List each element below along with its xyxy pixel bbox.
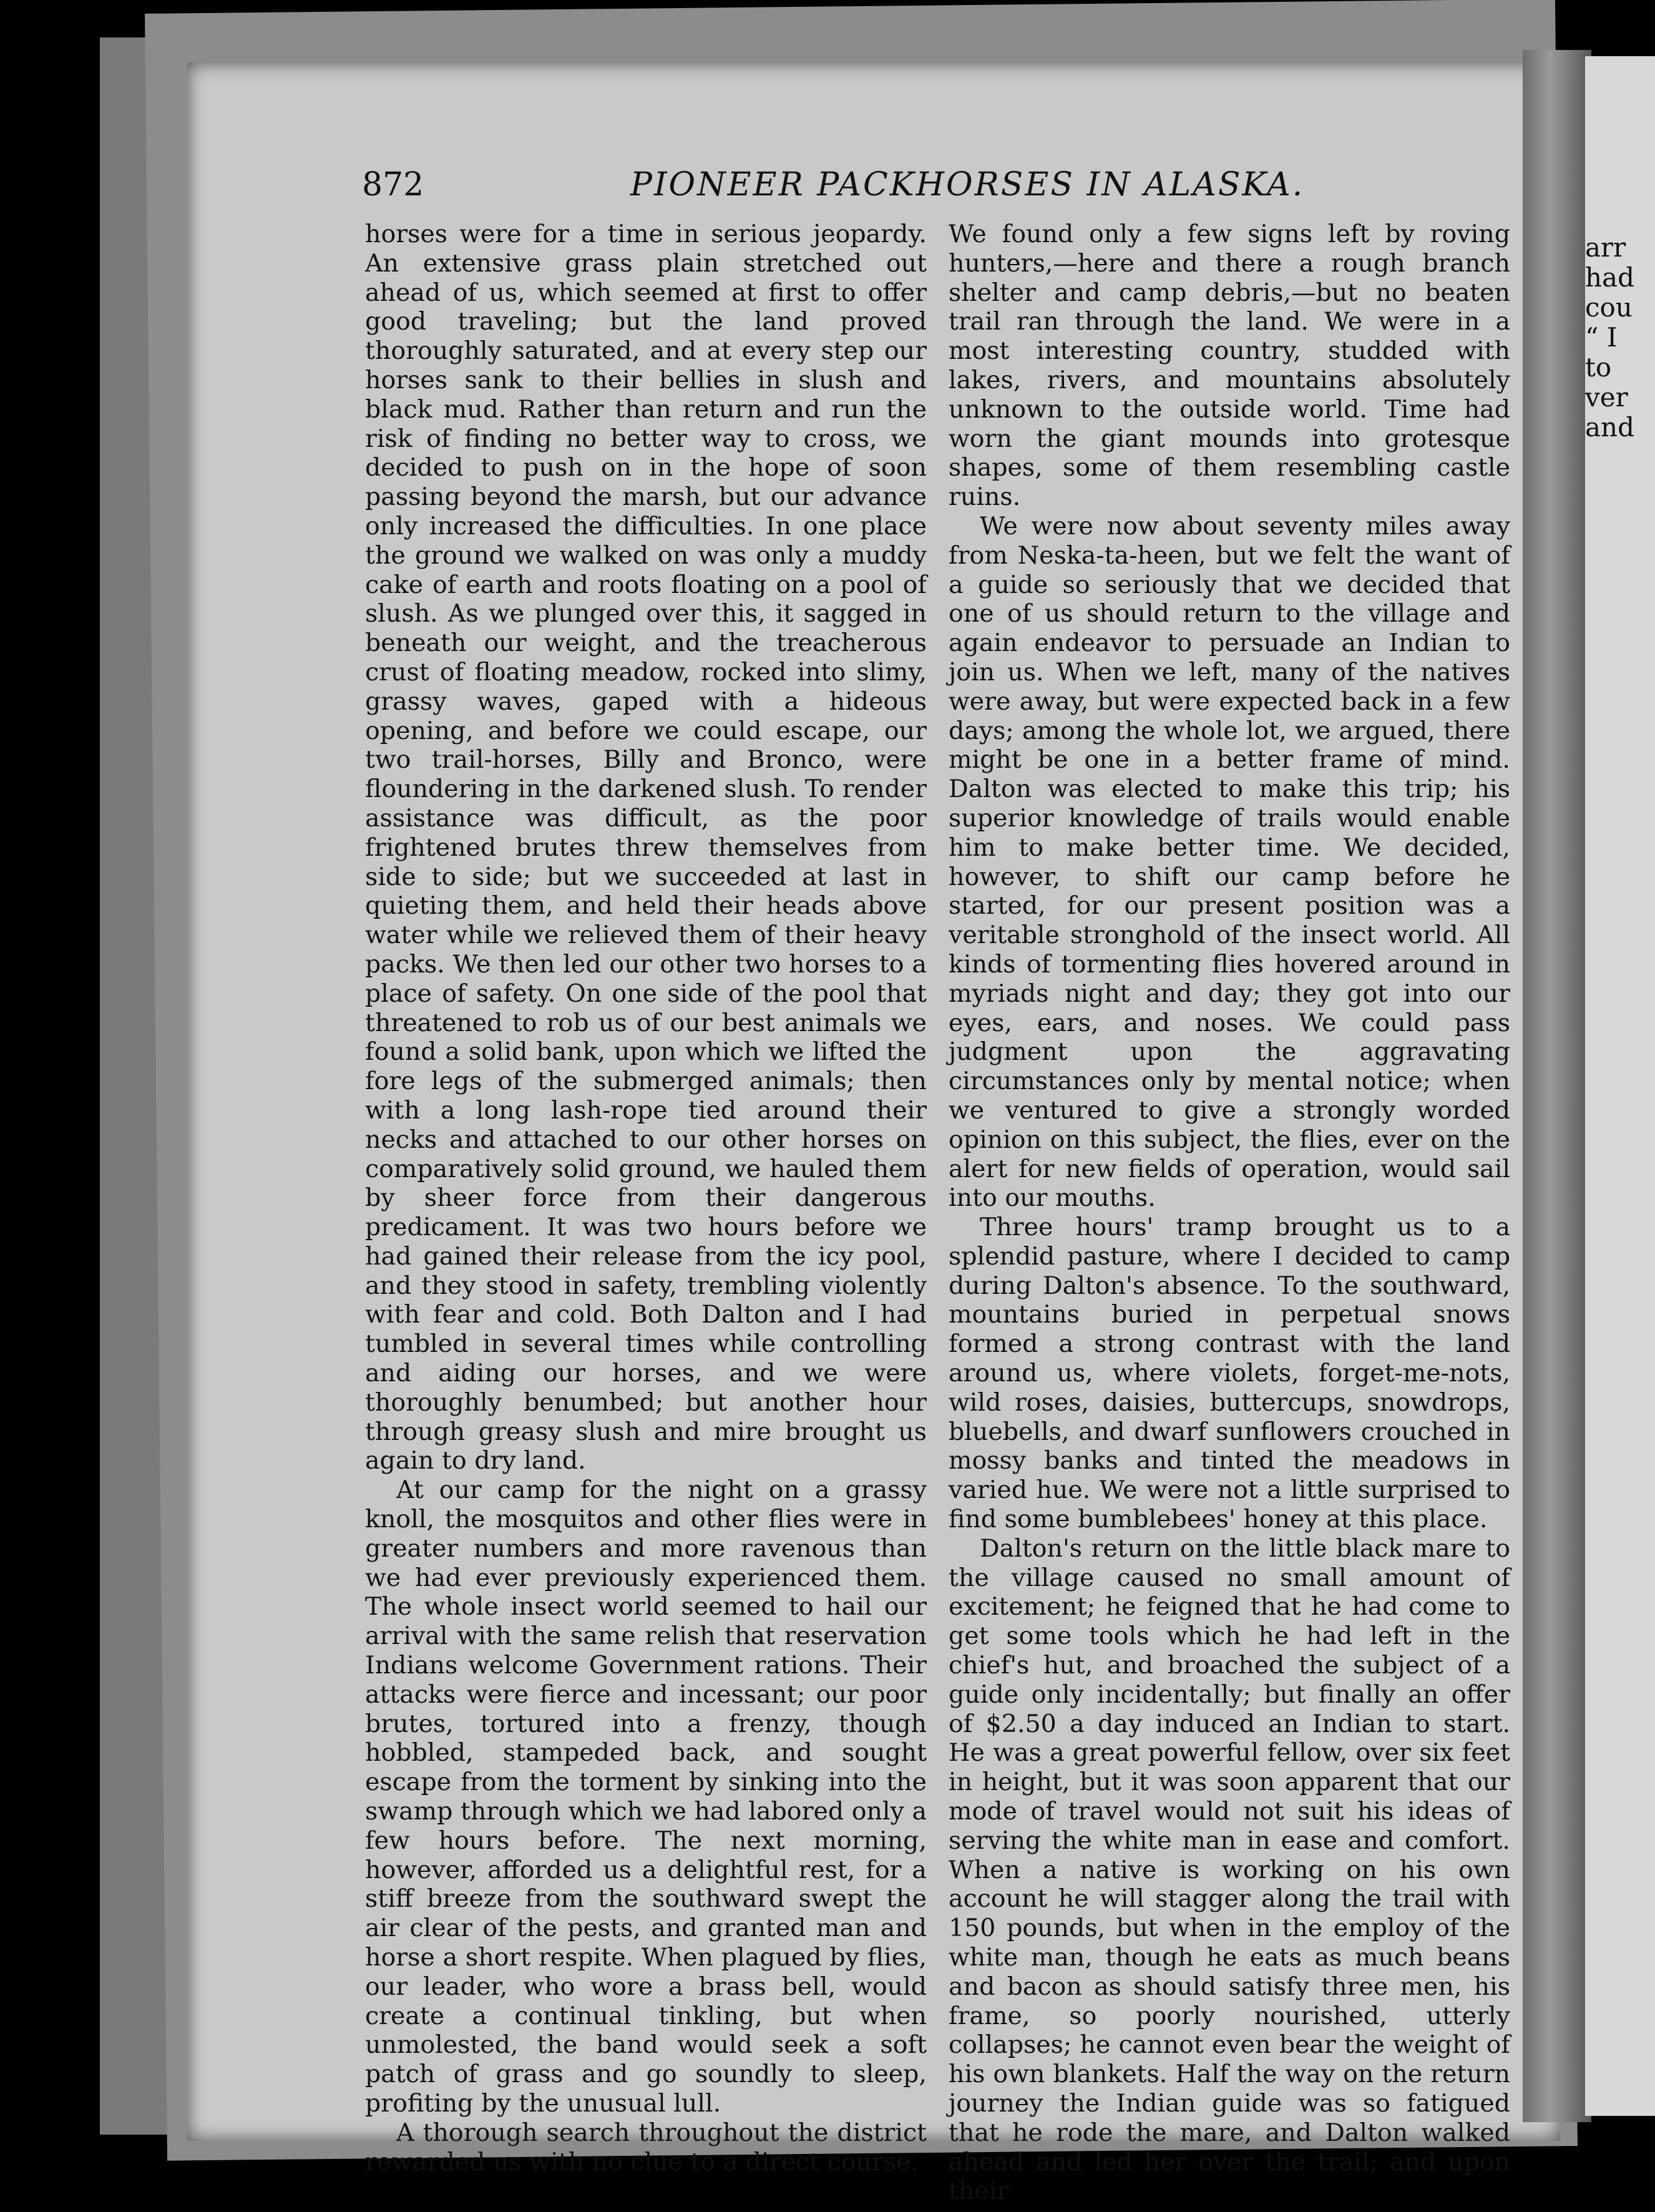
paragraph: A thorough search throughout the district rewarded us with no clue to a direct course.	[365, 2118, 927, 2176]
facing-page-fragment: and	[1585, 412, 1634, 443]
facing-page-fragment: cou	[1585, 292, 1633, 323]
paragraph: Dalton's return on the little black mare to the village caused no small amount of excitement; he feigned that he had come to get some tools which he had left in the chief's hut, and broached the subject of a guide only incidentally; but finally an offer of $2.50 a day induced an Indian to start. He was a great powerful fellow, over six feet in height, but it was soon apparent that our mode of travel would not suit his ideas of serving the white man in ease and comfort. When a native is working on his own account he will stagger along the trail with 150 pounds, but when in the employ of the white man, though he eats as much beans and bacon as should satisfy three men, his frame, so poorly nourished, utterly collapses; he cannot even bear the weight of his own blankets. Half the way on the return journey the Indian guide was so fatigued that he rode the mare, and Dalton walked ahead and led her over the trail; and upon their	[949, 1534, 1510, 2206]
paragraph: At our camp for the night on a grassy knoll, the mosquitos and other flies were in greater numbers and more ravenous than we had ever previously experienced them. The whole insect world seemed to hail our arrival with the same relish that reservation Indians welcome Government rations. Their attacks were fierce and incessant; our poor brutes, tortured into a frenzy, though hobbled, stampeded back, and sought escape from the torment by sinking into the swamp through which we had labored only a few hours before. The next morning, however, afforded us a delightful rest, for a stiff breeze from the southward swept the air clear of the pests, and granted man and horse a short respite. When plagued by flies, our leader, who wore a brass bell, would create a continual tinkling, but when unmolested, the band would seek a soft patch of grass and go soundly to sleep, profiting by the unusual lull.	[365, 1475, 927, 2118]
facing-page-fragment: arr	[1585, 232, 1626, 263]
paragraph: Three hours' tramp brought us to a splendid pasture, where I decided to camp during Dalton's absence. To the southward, mountains buried in perpetual snows formed a strong contrast with the land around us, where violets, forget-me-nots, wild roses, daisies, buttercups, snowdrops, bluebells, and dwarf sunflowers crouched in mossy banks and tinted the meadows in varied hue. We were not a little surprised to find some bumblebees' honey at this place.	[949, 1213, 1510, 1534]
book-gutter	[1523, 50, 1591, 2122]
facing-page-fragment: to	[1585, 352, 1612, 383]
running-title: PIONEER PACKHORSES IN ALASKA.	[630, 166, 1305, 203]
paragraph: horses were for a time in serious jeopardy. An extensive grass plain stretched out ahead of us, which seemed at first to offer good traveling; but the land proved thoroughly saturated, and at every step our horses sank to their bellies in slush and black mud. Rather than return and run the risk of finding no better way to cross, we decided to push on in the hope of soon passing beyond the marsh, but our advance only increased the difficulties. In one place the ground we walked on was only a muddy cake of earth and roots floating on a pool of slush. As we plunged over this, it sagged in beneath our weight, and the treacherous crust of floating meadow, rocked into slimy, grassy waves, gaped with a hideous opening, and before we could escape, our two trail-horses, Billy and Bronco, were floundering in the darkened slush. To render assistance was difficult, as the poor frightened brutes threw themselves from side to side; but we succeeded at last in quieting them, and held their heads above water while we relieved them of their heavy packs. We then led our other two horses to a place of safety. On one side of the pool that threatened to rob us of our best animals we found a solid bank, upon which we lifted the fore legs of the submerged animals; then with a long lash-rope tied around their necks and attached to our other horses on comparatively solid ground, we hauled them by sheer force from their dangerous predicament. It was two hours before we had gained their release from the icy pool, and they stood in safety, trembling violently with fear and cold. Both Dalton and I had tumbled in several times while controlling and aiding our horses, and we were thoroughly benumbed; but another hour through greasy slush and mire brought us again to dry land.	[365, 220, 927, 1475]
facing-page-fragment: “ I	[1585, 322, 1618, 353]
facing-page-fragment: ver	[1585, 382, 1628, 413]
page-number: 872	[362, 166, 424, 203]
page-header	[362, 166, 1510, 210]
paragraph: We found only a few signs left by roving hunters,—here and there a rough branch shelter and camp debris,—but no beaten trail ran through the land. We were in a most interesting country, studded with lakes, rivers, and mountains absolutely unknown to the outside world. Time had worn the giant mounds into grotesque shapes, some of them resembling castle ruins.	[949, 220, 1510, 512]
paragraph: We were now about seventy miles away from Neska-ta-heen, but we felt the want of a guide so seriously that we decided that one of us should return to the village and again endeavor to persuade an Indian to join us. When we left, many of the natives were away, but were expected back in a few days; among the whole lot, we argued, there might be one in a better frame of mind. Dalton was elected to make this trip; his superior knowledge of trails would enable him to make better time. We decided, however, to shift our camp before he started, for our present position was a veritable stronghold of the insect world. All kinds of tormenting flies hovered around in myriads night and day; they got into our eyes, ears, and noses. We could pass judgment upon the aggravating circumstances only by mental notice; when we ventured to give a strongly worded opinion on this subject, the flies, ever on the alert for new fields of operation, would sail into our mouths.	[949, 511, 1510, 1213]
facing-page-fragment: had	[1585, 262, 1634, 293]
right-column	[949, 220, 1510, 2206]
facing-page-edge	[1585, 56, 1655, 2116]
left-column	[365, 220, 927, 2176]
